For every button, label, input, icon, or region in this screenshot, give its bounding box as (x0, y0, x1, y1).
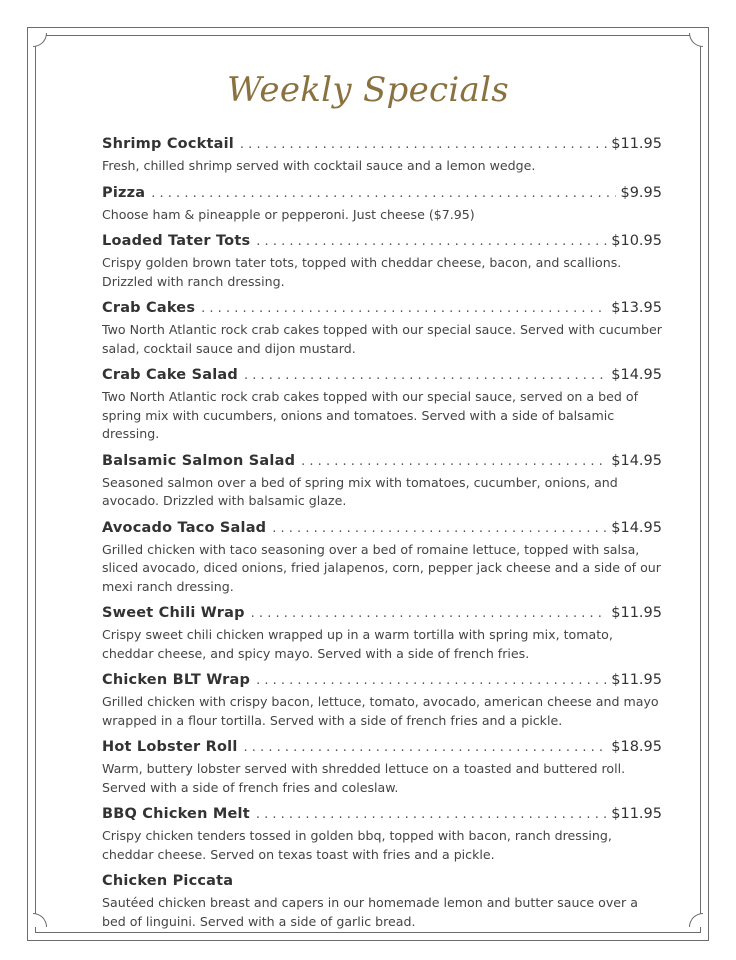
menu-item-header (102, 136, 662, 156)
menu-item-price: $11.95 (611, 605, 662, 621)
menu-item-description: Warm, buttery lobster served with shredded lettuce on a toasted and buttered roll. Served with a side of french fries and coleslaw. (102, 761, 626, 795)
menu-item (102, 739, 662, 797)
menu-item-description: Fresh, chilled shrimp served with cocktail sauce and a lemon wedge. (102, 158, 536, 173)
menu-item (102, 605, 662, 663)
menu-item-name: Crab Cakes (102, 300, 196, 316)
menu-item-price: $13.95 (611, 300, 662, 316)
dot-leader (151, 186, 616, 201)
menu-item-header (102, 453, 662, 473)
menu-item-price: $14.95 (611, 367, 662, 383)
menu-item-header (102, 300, 662, 320)
menu-item-name: BBQ Chicken Melt (102, 806, 250, 822)
menu-item-header (102, 185, 662, 205)
menu-item-description: Grilled chicken with taco seasoning over a bed of romaine lettuce, topped with salsa, sliced avocado, diced onions, fried jalapenos, corn, pepper jack cheese and a side of our mexi ranch dressing. (102, 541, 661, 594)
menu-item-name: Crab Cake Salad (102, 367, 238, 383)
dot-leader (251, 606, 608, 621)
dot-leader (244, 368, 607, 383)
dot-leader (240, 137, 607, 152)
menu-item-description: Grilled chicken with crispy bacon, lettuce, tomato, avocado, american cheese and mayo wrapped in a flour tortilla. Served with a side of french fries and a pickle. (102, 694, 659, 728)
dot-leader (201, 301, 607, 316)
page-title: Weekly Specials (226, 70, 510, 110)
menu-item-header (102, 520, 662, 540)
menu-item (102, 520, 662, 597)
menu-item (102, 367, 662, 444)
menu-item-description: Crispy chicken tenders tossed in golden bbq, topped with bacon, ranch dressing, cheddar cheese. Served on texas toast with fries and a pickle. (102, 828, 612, 862)
menu-item-price: $11.95 (611, 136, 662, 152)
menu-item (102, 873, 662, 931)
menu-item-price: $18.95 (611, 739, 662, 755)
menu-item-description: Two North Atlantic rock crab cakes topped with our special sauce. Served with cucumber salad, cocktail sauce and dijon mustard. (102, 322, 662, 356)
dot-leader (301, 454, 607, 469)
menu-item-name: Balsamic Salmon Salad (102, 452, 296, 469)
menu-item (102, 300, 662, 358)
menu-item-name: Chicken BLT Wrap (102, 672, 251, 688)
menu-item-header (102, 672, 662, 692)
menu-item-price: $11.95 (611, 672, 662, 688)
dot-leader (256, 673, 607, 688)
menu-item-description: Crispy sweet chili chicken wrapped up in a warm tortilla with spring mix, tomato, cheddar cheese, and spicy mayo. Served with a side of french fries. (102, 627, 613, 661)
menu-item-description: Sautéed chicken breast and capers in our homemade lemon and butter sauce over a bed of linguini. Served with a side of garlic bread. (102, 895, 638, 929)
menu-item-description: Two North Atlantic rock crab cakes topped with our special sauce, served on a bed of spring mix with cucumbers, onions and tomatoes. Served with a side of balsamic dressing. (102, 389, 639, 441)
menu-item-name: Hot Lobster Roll (102, 739, 238, 755)
menu-item-name: Sweet Chili Wrap (102, 605, 245, 621)
menu-item-header (102, 605, 662, 625)
menu-item-header (102, 233, 662, 253)
menu-list (102, 136, 662, 940)
menu-item-name: Shrimp Cocktail (102, 136, 234, 152)
dot-leader (256, 807, 607, 822)
menu-item (102, 453, 662, 511)
menu-item (102, 233, 662, 291)
menu-item (102, 806, 662, 864)
menu-item-header (102, 873, 662, 893)
menu-item-price: $14.95 (611, 519, 662, 536)
menu-item-header (102, 367, 662, 387)
menu-item (102, 136, 662, 176)
menu-item-description: Seasoned salmon over a bed of spring mix with tomatoes, cucumber, onions, and avocado. Drizzled with balsamic glaze. (102, 474, 618, 508)
dot-leader (244, 740, 608, 755)
menu-item-description: Choose ham & pineapple or pepperoni. Just cheese ($7.95) (102, 206, 475, 222)
menu-item-price: $11.95 (611, 806, 662, 822)
menu-item-header (102, 806, 662, 826)
menu-item-price: $14.95 (611, 452, 662, 469)
menu-item (102, 672, 662, 730)
menu-item-price: $9.95 (620, 184, 662, 201)
menu-item-name: Loaded Tater Tots (102, 233, 251, 249)
menu-item-name: Chicken Piccata (102, 873, 234, 889)
menu-item-header (102, 739, 662, 759)
dot-leader (256, 234, 607, 249)
menu-item (102, 185, 662, 225)
menu-item-name: Pizza (102, 184, 146, 201)
menu-item-name: Avocado Taco Salad (102, 519, 267, 536)
menu-item-description: Crispy golden brown tater tots, topped with cheddar cheese, bacon, and scallions. Drizzled with ranch dressing. (102, 255, 622, 289)
menu-item-price: $10.95 (611, 233, 662, 249)
dot-leader (272, 521, 607, 536)
